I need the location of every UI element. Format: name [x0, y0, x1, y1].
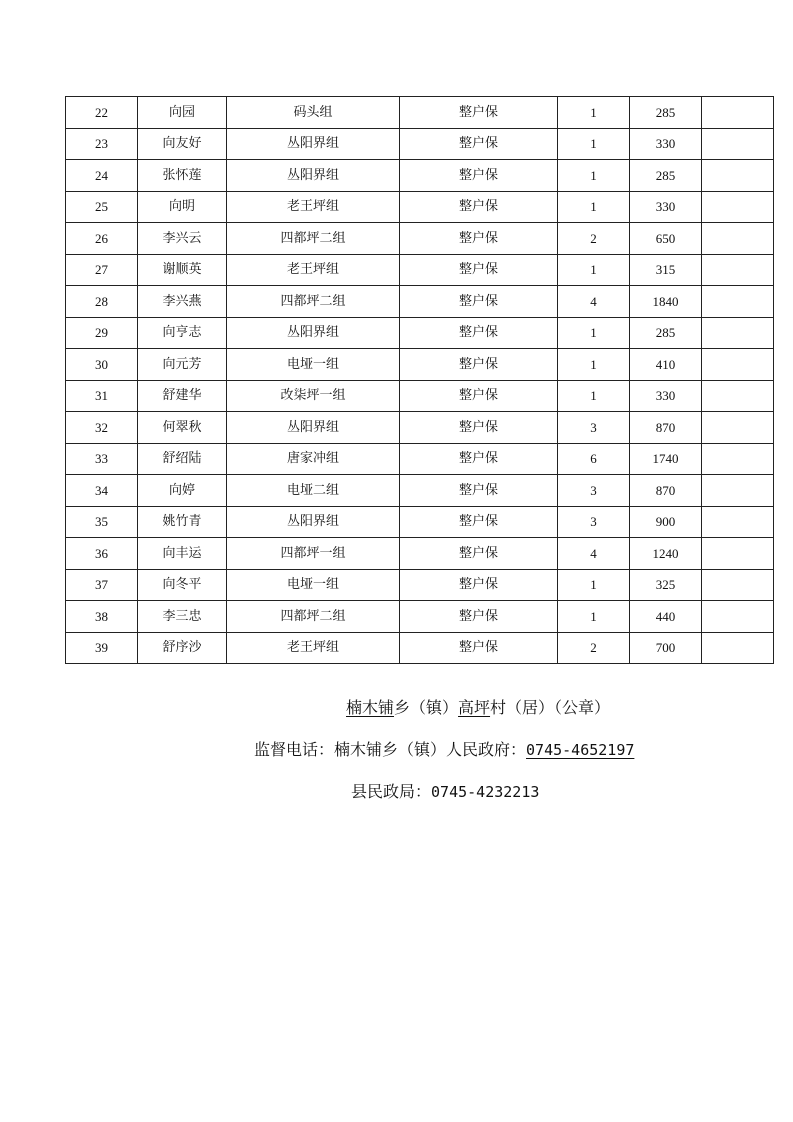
- person-name: 向元芳: [138, 349, 227, 381]
- township-name: 楠木铺: [346, 698, 395, 717]
- relief-amount: 900: [630, 506, 702, 538]
- relief-type: 整户保: [400, 191, 558, 223]
- relief-amount: 870: [630, 412, 702, 444]
- row-number: 28: [66, 286, 138, 318]
- row-number: 34: [66, 475, 138, 507]
- relief-type: 整户保: [400, 412, 558, 444]
- village-group: 电垭二组: [227, 475, 400, 507]
- relief-amount: 285: [630, 160, 702, 192]
- remark-cell: [702, 475, 774, 507]
- row-number: 32: [66, 412, 138, 444]
- relief-amount: 330: [630, 380, 702, 412]
- relief-amount: 285: [630, 317, 702, 349]
- relief-type: 整户保: [400, 97, 558, 129]
- remark-cell: [702, 443, 774, 475]
- person-name: 向婷: [138, 475, 227, 507]
- table-row: [66, 569, 774, 601]
- relief-amount: 1840: [630, 286, 702, 318]
- relief-amount: 285: [630, 97, 702, 129]
- table-row: [66, 97, 774, 129]
- table-row: [66, 632, 774, 664]
- row-number: 37: [66, 569, 138, 601]
- row-number: 27: [66, 254, 138, 286]
- member-count: 1: [558, 97, 630, 129]
- member-count: 3: [558, 475, 630, 507]
- relief-type: 整户保: [400, 223, 558, 255]
- table-row: [66, 223, 774, 255]
- village-group: 丛阳界组: [227, 412, 400, 444]
- table-row: [66, 128, 774, 160]
- table-row: [66, 160, 774, 192]
- village-group: 唐家冲组: [227, 443, 400, 475]
- row-number: 38: [66, 601, 138, 633]
- person-name: 谢顺英: [138, 254, 227, 286]
- member-count: 1: [558, 349, 630, 381]
- village-group: 丛阳界组: [227, 317, 400, 349]
- relief-type: 整户保: [400, 443, 558, 475]
- relief-table-body: [66, 97, 774, 664]
- county-label: 县民政局：: [351, 782, 432, 801]
- relief-amount: 330: [630, 128, 702, 160]
- remark-cell: [702, 349, 774, 381]
- remark-cell: [702, 506, 774, 538]
- table-row: [66, 191, 774, 223]
- village-group: 电垭一组: [227, 349, 400, 381]
- table-row: [66, 538, 774, 570]
- row-number: 25: [66, 191, 138, 223]
- remark-cell: [702, 538, 774, 570]
- relief-type: 整户保: [400, 632, 558, 664]
- person-name: 舒建华: [138, 380, 227, 412]
- remark-cell: [702, 97, 774, 129]
- member-count: 1: [558, 601, 630, 633]
- remark-cell: [702, 380, 774, 412]
- row-number: 29: [66, 317, 138, 349]
- relief-amount: 1740: [630, 443, 702, 475]
- row-number: 24: [66, 160, 138, 192]
- county-line: [351, 779, 793, 802]
- person-name: 姚竹青: [138, 506, 227, 538]
- village-group: 四都坪二组: [227, 286, 400, 318]
- row-number: 26: [66, 223, 138, 255]
- table-row: [66, 317, 774, 349]
- village-suffix: 村（居）（公章）: [490, 698, 611, 717]
- relief-type: 整户保: [400, 128, 558, 160]
- row-number: 35: [66, 506, 138, 538]
- person-name: 向友好: [138, 128, 227, 160]
- village-group: 老王坪组: [227, 191, 400, 223]
- person-name: 何翠秋: [138, 412, 227, 444]
- village-group: 丛阳界组: [227, 160, 400, 192]
- village-name: 高坪: [458, 698, 491, 717]
- village-group: 老王坪组: [227, 632, 400, 664]
- relief-type: 整户保: [400, 160, 558, 192]
- table-row: [66, 443, 774, 475]
- remark-cell: [702, 160, 774, 192]
- table-row: [66, 412, 774, 444]
- relief-type: 整户保: [400, 317, 558, 349]
- supervision-line: [254, 737, 793, 760]
- person-name: 李兴云: [138, 223, 227, 255]
- county-phone: 0745-4232213: [431, 783, 540, 801]
- relief-amount: 325: [630, 569, 702, 601]
- relief-amount: 440: [630, 601, 702, 633]
- village-group: 电垭一组: [227, 569, 400, 601]
- person-name: 李三忠: [138, 601, 227, 633]
- relief-type: 整户保: [400, 286, 558, 318]
- member-count: 1: [558, 254, 630, 286]
- member-count: 1: [558, 317, 630, 349]
- member-count: 2: [558, 223, 630, 255]
- row-number: 30: [66, 349, 138, 381]
- remark-cell: [702, 223, 774, 255]
- village-group: 四都坪二组: [227, 601, 400, 633]
- member-count: 1: [558, 380, 630, 412]
- member-count: 3: [558, 506, 630, 538]
- remark-cell: [702, 601, 774, 633]
- relief-type: 整户保: [400, 254, 558, 286]
- person-name: 舒绍陆: [138, 443, 227, 475]
- relief-table-container: [65, 96, 774, 664]
- seal-line: [346, 695, 793, 718]
- row-number: 36: [66, 538, 138, 570]
- member-count: 1: [558, 569, 630, 601]
- row-number: 39: [66, 632, 138, 664]
- remark-cell: [702, 317, 774, 349]
- row-number: 22: [66, 97, 138, 129]
- remark-cell: [702, 286, 774, 318]
- relief-amount: 700: [630, 632, 702, 664]
- relief-type: 整户保: [400, 569, 558, 601]
- person-name: 向园: [138, 97, 227, 129]
- township-suffix: 乡（镇）: [394, 698, 459, 717]
- relief-amount: 870: [630, 475, 702, 507]
- member-count: 4: [558, 286, 630, 318]
- relief-type: 整户保: [400, 349, 558, 381]
- person-name: 向冬平: [138, 569, 227, 601]
- village-group: 丛阳界组: [227, 506, 400, 538]
- member-count: 1: [558, 191, 630, 223]
- relief-amount: 410: [630, 349, 702, 381]
- relief-amount: 330: [630, 191, 702, 223]
- relief-amount: 650: [630, 223, 702, 255]
- row-number: 31: [66, 380, 138, 412]
- relief-type: 整户保: [400, 380, 558, 412]
- supervision-label: 监督电话：楠木铺乡（镇）人民政府：: [254, 740, 527, 759]
- remark-cell: [702, 191, 774, 223]
- remark-cell: [702, 569, 774, 601]
- village-group: 改柒坪一组: [227, 380, 400, 412]
- member-count: 4: [558, 538, 630, 570]
- village-group: 码头组: [227, 97, 400, 129]
- member-count: 6: [558, 443, 630, 475]
- relief-type: 整户保: [400, 538, 558, 570]
- supervision-phone: 0745-4652197: [526, 741, 635, 759]
- member-count: 3: [558, 412, 630, 444]
- member-count: 2: [558, 632, 630, 664]
- table-row: [66, 349, 774, 381]
- remark-cell: [702, 632, 774, 664]
- relief-amount: 315: [630, 254, 702, 286]
- member-count: 1: [558, 128, 630, 160]
- remark-cell: [702, 412, 774, 444]
- relief-amount: 1240: [630, 538, 702, 570]
- table-row: [66, 601, 774, 633]
- village-group: 四都坪二组: [227, 223, 400, 255]
- person-name: 向亨志: [138, 317, 227, 349]
- row-number: 23: [66, 128, 138, 160]
- village-group: 四都坪一组: [227, 538, 400, 570]
- table-row: [66, 380, 774, 412]
- relief-table: [65, 96, 774, 664]
- relief-type: 整户保: [400, 506, 558, 538]
- remark-cell: [702, 254, 774, 286]
- table-row: [66, 506, 774, 538]
- remark-cell: [702, 128, 774, 160]
- village-group: 丛阳界组: [227, 128, 400, 160]
- person-name: 李兴燕: [138, 286, 227, 318]
- person-name: 舒序沙: [138, 632, 227, 664]
- village-group: 老王坪组: [227, 254, 400, 286]
- table-row: [66, 286, 774, 318]
- person-name: 张怀莲: [138, 160, 227, 192]
- table-row: [66, 475, 774, 507]
- relief-type: 整户保: [400, 475, 558, 507]
- person-name: 向丰运: [138, 538, 227, 570]
- row-number: 33: [66, 443, 138, 475]
- relief-type: 整户保: [400, 601, 558, 633]
- member-count: 1: [558, 160, 630, 192]
- person-name: 向明: [138, 191, 227, 223]
- table-row: [66, 254, 774, 286]
